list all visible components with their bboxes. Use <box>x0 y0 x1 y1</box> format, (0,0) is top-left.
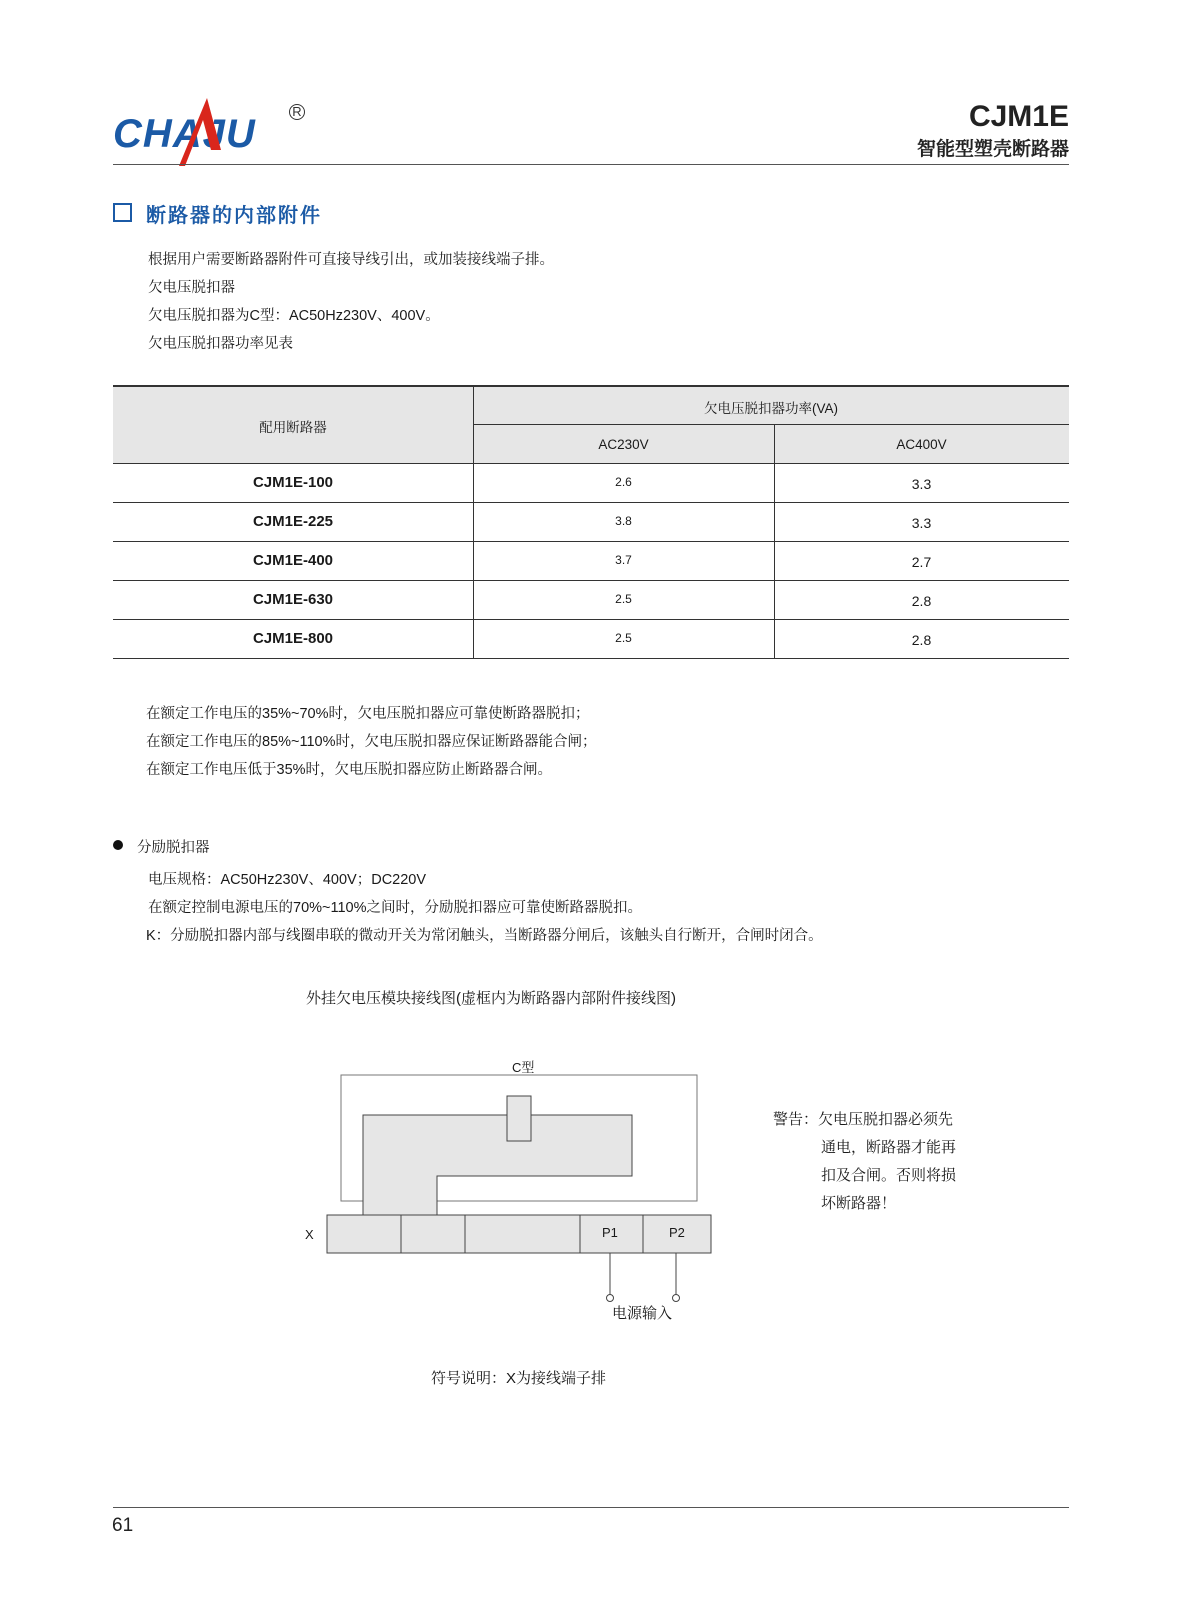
module-tab <box>507 1096 531 1141</box>
row-ac400: 2.8 <box>911 593 932 609</box>
page-number: 61 <box>112 1515 134 1536</box>
shunt-title: 分励脱扣器 <box>137 840 210 856</box>
footer-divider <box>113 1507 1069 1508</box>
table-rule <box>473 424 1069 425</box>
warning-line: 通电，断路器才能再 <box>821 1139 957 1156</box>
table-rule <box>113 658 1069 659</box>
col-header-power: 欠电压脱扣器功率(VA) <box>704 401 838 416</box>
brand-logo <box>113 98 313 168</box>
terminal-strip <box>327 1215 711 1253</box>
table-rule <box>113 580 1069 581</box>
terminal-dot <box>673 1295 680 1302</box>
power-table <box>113 385 1069 659</box>
row-model: CJM1E-100 <box>252 474 334 491</box>
note-line: 在额定工作电压的35%~70%时，欠电压脱扣器应可靠使断路器脱扣； <box>146 706 590 722</box>
logo-text: CHAJU <box>113 112 256 156</box>
shunt-line: 在额定控制电源电压的70%~110%之间时，分励脱扣器应可靠使断路器脱扣。 <box>148 900 642 916</box>
section-title: 断路器的内部附件 <box>146 205 322 227</box>
header-divider <box>113 164 1069 165</box>
shunt-line: 电压规格：AC50Hz230V、400V；DC220V <box>148 872 427 888</box>
shunt-line: K：分励脱扣器内部与线圈串联的微动开关为常闭触头，当断路器分闸后，该触头自行断开，合闸时闭合。 <box>146 928 823 944</box>
table-rule <box>113 619 1069 620</box>
row-model: CJM1E-225 <box>252 513 334 530</box>
intro-line: 欠电压脱扣器为C型：AC50Hz230V、400V。 <box>148 308 440 324</box>
terminal-dot <box>607 1295 614 1302</box>
row-ac230: 2.5 <box>615 592 632 606</box>
row-ac400: 2.8 <box>911 632 932 648</box>
product-subtitle: 智能型塑壳断路器 <box>916 139 1069 160</box>
diagram-title: 外挂欠电压模块接线图(虚框内为断路器内部附件接线图) <box>306 990 676 1007</box>
terminal-p2-label: P2 <box>669 1225 685 1240</box>
product-model: CJM1E <box>968 100 1069 133</box>
diagram-box-label: C型 <box>512 1060 535 1075</box>
intro-line: 欠电压脱扣器 <box>148 280 235 296</box>
row-ac400: 3.3 <box>911 476 932 492</box>
row-model: CJM1E-800 <box>252 630 334 647</box>
row-model: CJM1E-630 <box>252 591 334 608</box>
power-input-label: 电源输入 <box>612 1305 673 1322</box>
table-rule <box>774 424 775 659</box>
logo-chevron-icon <box>177 98 221 166</box>
wiring-diagram <box>300 1050 730 1330</box>
symbol-note: 符号说明：X为接线端子排 <box>431 1370 607 1387</box>
col-header-ac230: AC230V <box>598 437 649 452</box>
intro-line: 根据用户需要断路器附件可直接导线引出，或加装接线端子排。 <box>148 252 554 268</box>
table-rule <box>113 541 1069 542</box>
row-ac400: 3.3 <box>911 515 932 531</box>
row-ac400: 2.7 <box>911 554 932 570</box>
table-rule <box>113 502 1069 503</box>
row-model: CJM1E-400 <box>252 552 334 569</box>
table-rule <box>113 463 1069 464</box>
module-block <box>363 1115 632 1215</box>
row-ac230: 3.7 <box>615 553 632 567</box>
terminal-p1-label: P1 <box>602 1225 618 1240</box>
intro-line: 欠电压脱扣器功率见表 <box>148 336 293 352</box>
section-square-icon <box>113 203 132 222</box>
terminal-x-label: X <box>305 1227 314 1242</box>
table-rule <box>113 385 1069 387</box>
row-ac230: 2.5 <box>615 631 632 645</box>
warning-line: 坏断路器！ <box>821 1195 897 1212</box>
col-header-breaker: 配用断路器 <box>259 420 327 435</box>
row-ac230: 2.6 <box>615 475 632 489</box>
col-header-ac400: AC400V <box>896 437 947 452</box>
note-line: 在额定工作电压的85%~110%时，欠电压脱扣器应保证断路器能合闸； <box>146 734 597 750</box>
warning-line: 警告：欠电压脱扣器必须先 <box>773 1111 954 1128</box>
warning-line: 扣及合闸。否则将损 <box>821 1167 957 1184</box>
note-line: 在额定工作电压低于35%时，欠电压脱扣器应防止断路器合闸。 <box>146 762 553 778</box>
row-ac230: 3.8 <box>615 514 632 528</box>
bullet-icon <box>113 840 123 850</box>
registered-mark: R <box>289 104 305 120</box>
